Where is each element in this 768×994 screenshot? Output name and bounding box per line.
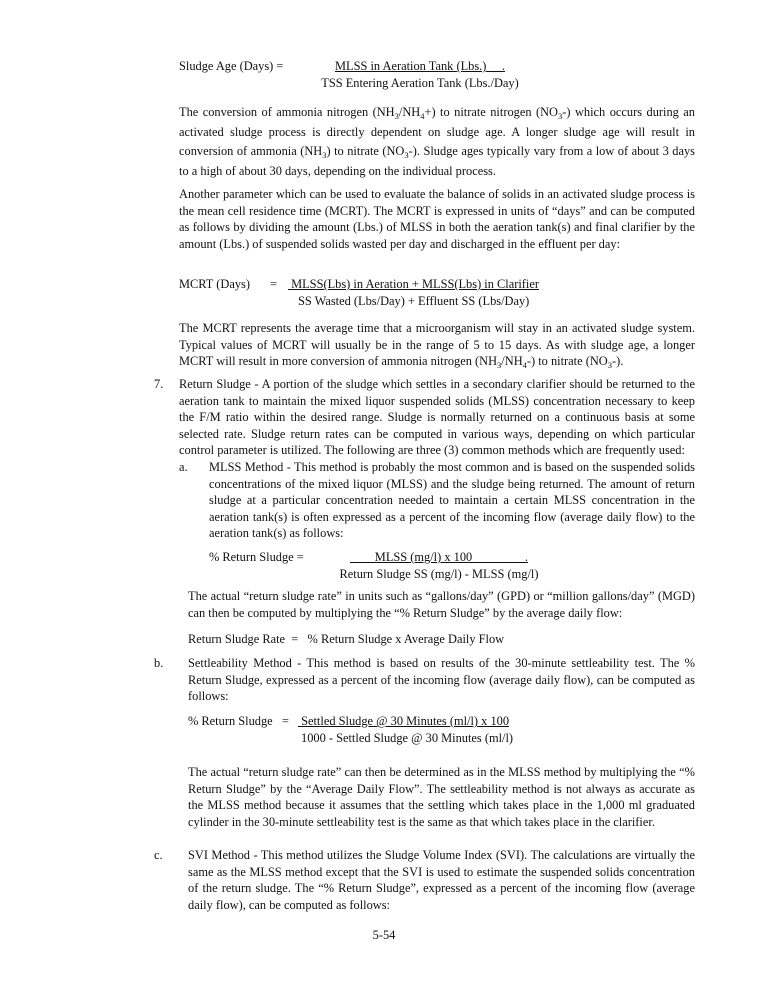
item-a-formula-label: % Return Sludge = [209,550,304,564]
item-7-return-sludge-text: Return Sludge - A portion of the sludge which settles in a secondary clarifier should be returned to the aeration tank to maintain the mixed liquor suspended solids (MLSS) concentration necessary to keep the F/M ratio within the desired range. Sludge is normally returned on a continuous basis at some selected rate. Sludge return rates can be computed in various ways, depending on which particular control parameter is utilized. The following are three (3) common methods which are frequently used: [179,377,695,458]
item-a-fraction [333,549,545,582]
paragraph-ammonia-conversion: The conversion of ammonia nitrogen $(NH_3/NH_4+)$ to nitrate nitrogen $(NO_3-)$ which occurs during an activated sludge process is directly dependent on sludge age. A longer sludge age will result in conversion of ammonia $(NH_3)$ to nitrate $(NO_3-)$. Sludge ages typically vary from a low of about 3 days to a high of about 30 days, depending on the individual process. [179,105,695,178]
item-c-svi-method-text: SVI Method - This method utilizes the Sludge Volume Index (SVI). The calculations are virtually the same as the MLSS method except that the SVI is used to estimate the suspended solids concentration of the return sludge. The “% Return Sludge”, expressed as a percent of the incoming flow (average daily flow), can be computed as follows: [188,848,695,912]
item-b-denominator: 1000 - Settled Sludge @ 30 Minutes (ml/l) [301,730,514,745]
paragraph-mcrt-range: The MCRT represents the average time that a microorganism will stay in an activated sludge system. Typical values of MCRT will usually be in the range of 5 to 15 days. As with sludge age, a longer MCRT will result in more conversion of ammonia nitrogen $(NH_3/NH_4-)$ to nitrate $(NO_3-)$. [179,321,695,371]
mcrt-equals: = [270,277,277,291]
mcrt-denominator: SS Wasted (Lbs/Day) + Effluent SS (Lbs/Day) [298,293,530,308]
item-7-number: 7. [154,377,164,391]
item-c-letter: c. [154,848,163,862]
sludge-age-label: Sludge Age (Days) = [179,59,284,73]
item-a-mlss-method-text: MLSS Method - This method is probably the most common and is based on the suspended solids concentrations of the mixed liquor (MLSS) and the sludge being returned. The amount of return sludge at a particular concentration needed to maintain a certain MLSS concentration in the aeration tank(s) is often expressed as a percent of the incoming flow (average daily flow) to the aeration tank(s) as follows: [209,460,695,541]
sludge-age-denominator: TSS Entering Aeration Tank (Lbs./Day) [321,75,519,90]
item-b-accuracy-note: The actual “return sludge rate” can then be determined as in the MLSS method by multiplying the “% Return Sludge” by the “Average Daily Flow”. The settleability method is not always as accurate as the MLSS method because it assumes that the settling which takes place in the 1,000 ml graduated cylinder in the 30-minute settleability test is the same as that which takes place in the clarifier. [188,765,695,829]
paragraph-mcrt-intro: Another parameter which can be used to evaluate the balance of solids in an activated sludge process is the mean cell residence time (MCRT). The MCRT is expressed in units of “days” and can be computed as follows by dividing the amount (Lbs.) of MLSS in both the aeration tank(s) and final clarifier by the amount (Lbs.) of suspended solids wasted per day and discharged in the effluent per day: [179,187,695,251]
item-a-rate-formula: Return Sludge Rate = % Return Sludge x Average Daily Flow [188,632,505,646]
item-b-formula-label: % Return Sludge = [188,714,289,728]
item-a-letter: a. [179,460,188,474]
item-b-settleability-text: Settleability Method - This method is based on results of the 30-minute settleability test. The % Return Sludge, expressed as a percent of the incoming flow (average daily flow), can be computed as follows: [188,656,695,704]
item-b-letter: b. [154,656,164,670]
item-a-denominator: Return Sludge SS (mg/l) - MLSS (mg/l) [339,566,539,581]
mcrt-numerator: MLSS(Lbs) in Aeration + MLSS(Lbs) in Clarifier [288,277,539,291]
sludge-age-fraction [305,58,535,91]
item-a-rate-description: The actual “return sludge rate” in units such as “gallons/day” (GPD) or “million gallons/day” (MGD) can then be computed by multiplying the “% Return Sludge” by the average daily flow: [188,589,695,620]
mcrt-label: MCRT (Days) [179,277,250,291]
mcrt-fraction [288,276,556,309]
page-number: 5-54 [372,928,396,942]
item-a-numerator: MLSS (mg/l) x 100 . [350,550,528,564]
item-b-fraction [298,713,534,746]
item-b-numerator: Settled Sludge @ 30 Minutes (ml/l) x 100 [298,714,510,728]
sludge-age-numerator: MLSS in Aeration Tank (Lbs.) . [335,59,505,73]
